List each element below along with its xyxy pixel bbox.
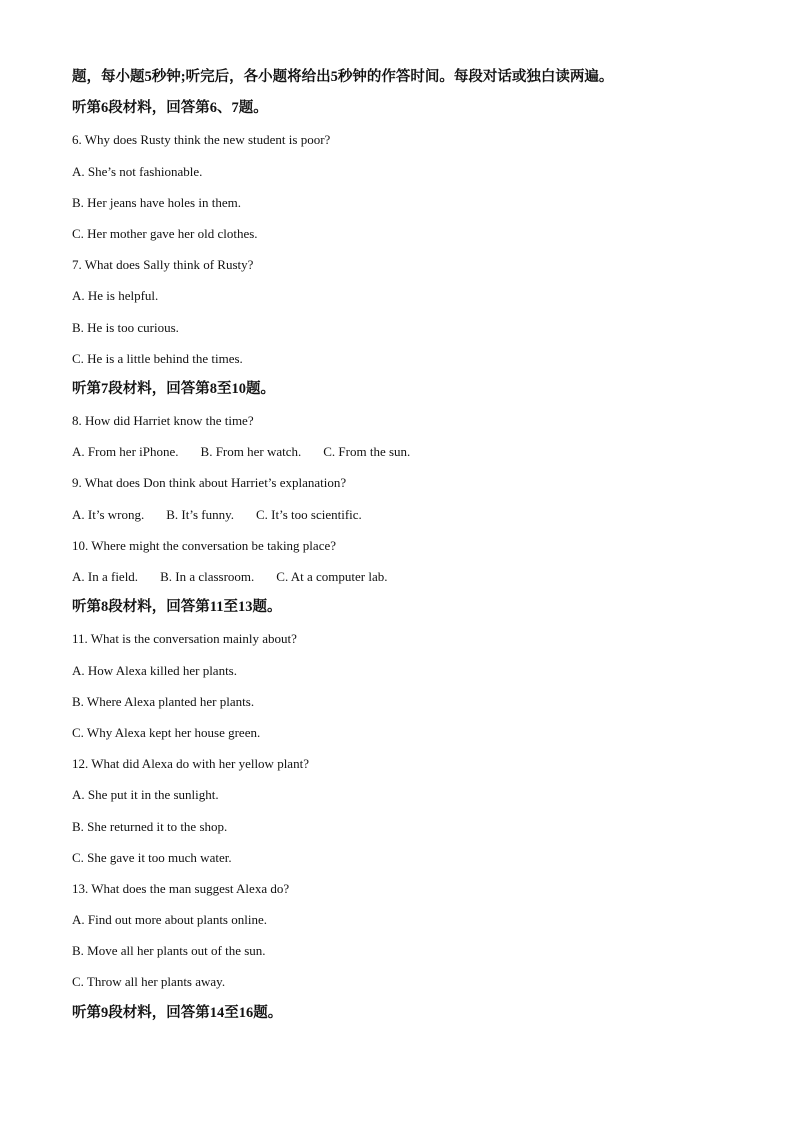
answer-option: C. He is a little behind the times. xyxy=(72,350,243,366)
answer-option: B. From her watch. xyxy=(200,444,302,460)
section-heading: 听第7段材料，回答第8至10题。 xyxy=(72,380,275,397)
answer-option: C. From the sun. xyxy=(323,444,411,460)
section-heading: 听第6段材料，回答第6、7题。 xyxy=(72,100,268,117)
instructions-text: 题，每小题5秒钟;听完后，各小题将给出5秒钟的作答时间。每段对话或独白读两遍。 xyxy=(72,69,614,85)
answer-option: C. It’s too scientific. xyxy=(256,506,362,522)
answer-option: B. She returned it to the shop. xyxy=(72,818,228,834)
answer-option: A. He is helpful. xyxy=(72,288,159,304)
question-stem: 13. What does the man suggest Alexa do? xyxy=(72,880,290,896)
answer-option: C. She gave it too much water. xyxy=(72,849,232,865)
question-stem: 7. What does Sally think of Rusty? xyxy=(72,257,254,273)
answer-option: A. From her iPhone. xyxy=(72,444,179,460)
question-stem: 9. What does Don think about Harriet’s explanation? xyxy=(72,475,347,491)
answer-option: A. Find out more about plants online. xyxy=(72,912,267,928)
answer-option: B. Where Alexa planted her plants. xyxy=(72,693,255,709)
answer-option: B. Her jeans have holes in them. xyxy=(72,194,241,210)
answer-option: B. He is too curious. xyxy=(72,319,179,335)
answer-options-row xyxy=(72,436,732,467)
section-heading: 听第8段材料，回答第11至13题。 xyxy=(72,599,282,616)
answer-option: C. At a computer lab. xyxy=(276,569,388,584)
question-stem: 10. Where might the conversation be taking place? xyxy=(72,537,336,553)
answer-options-row xyxy=(72,499,732,530)
section-heading: 听第9段材料，回答第14至16题。 xyxy=(72,1004,283,1021)
question-stem: 8. How did Harriet know the time? xyxy=(72,413,254,429)
answer-option: B. In a classroom. xyxy=(160,569,255,584)
question-stem: 6. Why does Rusty think the new student is poor? xyxy=(72,132,331,148)
document-page xyxy=(72,62,732,1029)
question-stem: 12. What did Alexa do with her yellow plant? xyxy=(72,756,309,772)
answer-option: A. She’s not fashionable. xyxy=(72,163,203,179)
answer-option: A. How Alexa killed her plants. xyxy=(72,662,237,678)
answer-option: B. It’s funny. xyxy=(166,506,234,522)
answer-option: A. In a field. xyxy=(72,569,139,584)
answer-option: B. Move all her plants out of the sun. xyxy=(72,943,266,959)
answer-options-row xyxy=(72,561,732,592)
answer-option: C. Throw all her plants away. xyxy=(72,974,226,990)
answer-option: C. Her mother gave her old clothes. xyxy=(72,225,258,241)
answer-option: A. It’s wrong. xyxy=(72,506,145,522)
answer-option: A. She put it in the sunlight. xyxy=(72,787,219,803)
answer-option: C. Why Alexa kept her house green. xyxy=(72,724,261,740)
question-stem: 11. What is the conversation mainly about? xyxy=(72,631,297,647)
